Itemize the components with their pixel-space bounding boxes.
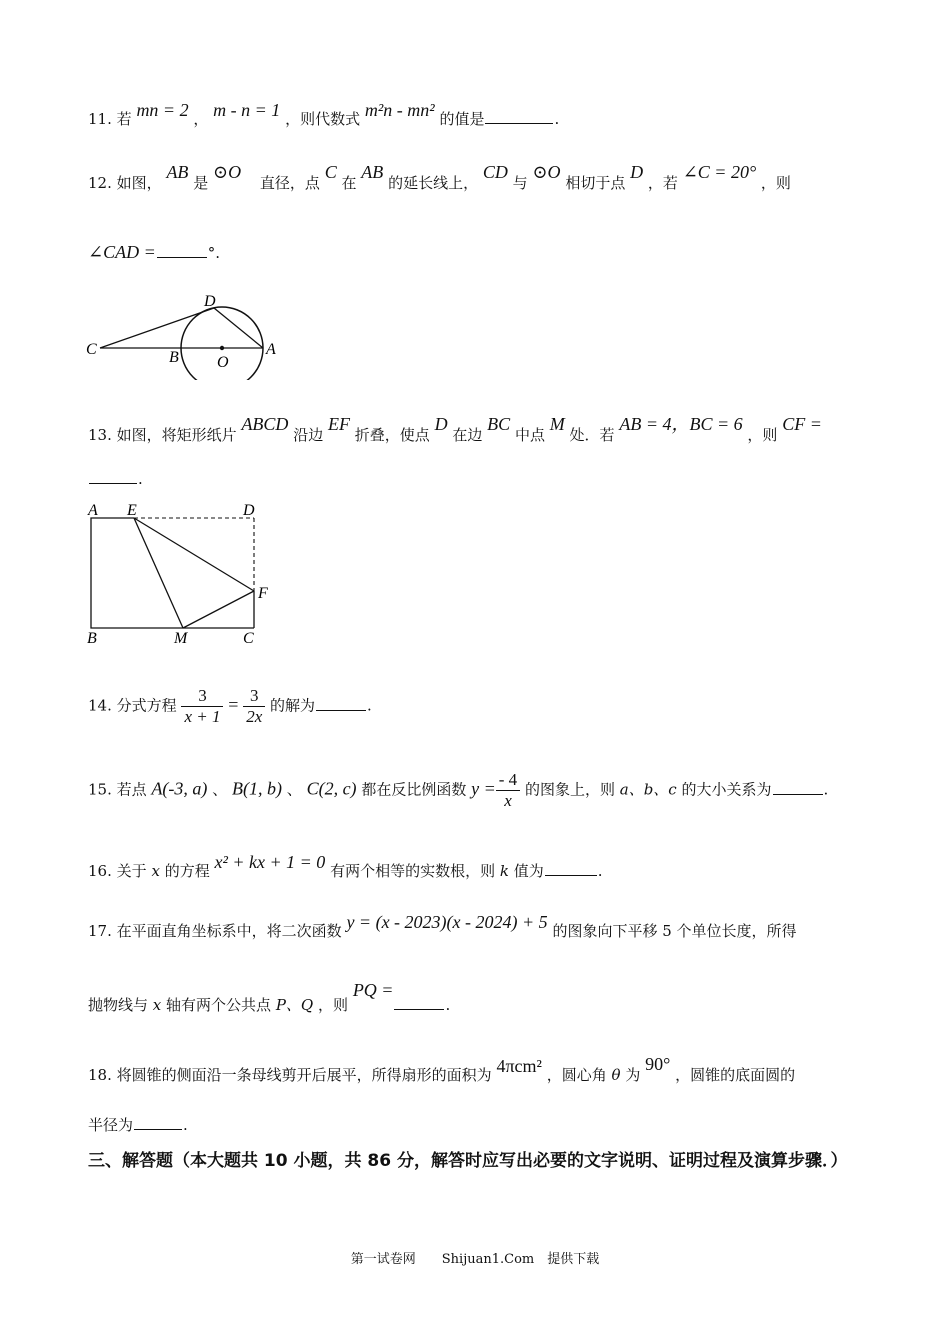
label-f: F: [258, 585, 268, 602]
fraction-right: $\frac{3}{2x}$: [243, 686, 265, 727]
question-12: 12. 如图， AB 是 ⊙O 直径，点 C 在 AB 的延长线上， CD 与 ⊙O 相切于点 D ，若 ∠C = 20° ，则: [88, 162, 791, 192]
question-12-cont: ∠CAD = °.: [88, 242, 221, 262]
answer-blank: [545, 874, 597, 876]
math-expression: m²n - mn²: [364, 100, 435, 120]
answer-blank: [485, 122, 553, 124]
answer-blank: [316, 709, 366, 711]
rectangle-outline: [91, 518, 254, 628]
fraction-inverse: $\frac{- 4}{x}$: [496, 770, 520, 811]
label-e: E: [127, 502, 137, 519]
page-footer: 第一试卷网 Shijuan1.Com 提供下载: [350, 1252, 600, 1267]
math-expression: m - n = 1: [213, 100, 281, 120]
question-13-cont: .: [88, 470, 143, 488]
center-point: [220, 346, 224, 350]
math-expression: mn = 2: [136, 100, 189, 120]
question-16: 16. 关于 x 的方程 x² + kx + 1 = 0 有两个相等的实数根，则 k 值为 .: [88, 852, 603, 880]
fold-ef: [134, 518, 254, 591]
tangent-cd: [100, 308, 214, 348]
question-17-cont: 抛物线与 x 轴有两个公共点 P、Q ，则 PQ =.: [88, 980, 451, 1014]
question-15: 15. 若点 A(-3, a) 、 B(1, b) 、 C(2, c) 都在反比例函数 y = $\frac{- 4}{x}$ 的图象上，则 a、b、c 的大小关系为 .: [88, 770, 829, 810]
label-b: B: [87, 630, 97, 647]
section-3-heading: 三、解答题（本大题共 10 小题，共 86 分，解答时应写出必要的文字说明、证明过程及演算步骤．）: [88, 1151, 848, 1171]
figure-12-circle-tangent: [80, 290, 280, 380]
fraction-left: $\frac{3}{x + 1}$: [181, 686, 223, 727]
answer-blank: [134, 1128, 182, 1130]
question-17: 17. 在平面直角坐标系中，将二次函数 y = (x - 2023)(x - 2024) + 5 的图象向下平移 5 个单位长度，所得: [88, 912, 797, 940]
answer-blank: [89, 482, 137, 484]
question-14: 14. 分式方程 $\frac{3}{x + 1}$ = $\frac{3}{2x}$ 的解为 .: [88, 686, 372, 726]
label-a: A: [266, 341, 276, 358]
label-b: B: [169, 349, 179, 366]
question-18: 18. 将圆锥的侧面沿一条母线剪开后展平，所得扇形的面积为 4πcm² ，圆心角 θ 为 90° ，圆锥的底面圆的: [88, 1054, 796, 1084]
label-d: D: [243, 502, 255, 519]
label-c: C: [86, 341, 97, 358]
label-d: D: [204, 293, 216, 310]
question-18-cont: 半径为 .: [88, 1116, 188, 1134]
figure-13-folded-rectangle: [80, 498, 280, 650]
label-m: M: [174, 630, 188, 647]
answer-blank: [394, 1008, 444, 1010]
label-c: C: [243, 630, 254, 647]
segment-em: [134, 518, 183, 628]
label-a: A: [88, 502, 98, 519]
chord-da: [214, 308, 263, 348]
answer-blank: [157, 256, 207, 258]
question-13: 13. 如图，将矩形纸片 ABCD 沿边 EF 折叠，使点 D 在边 BC 中点 M 处．若 AB = 4，BC = 6 ，则 CF =: [88, 414, 822, 444]
label-o: O: [217, 354, 229, 371]
question-11: 11. 若 mn = 2 ， m - n = 1 ，则代数式 m²n - mn² 的值是 .: [88, 100, 560, 128]
segment-mf: [183, 591, 254, 628]
answer-blank: [773, 793, 823, 795]
